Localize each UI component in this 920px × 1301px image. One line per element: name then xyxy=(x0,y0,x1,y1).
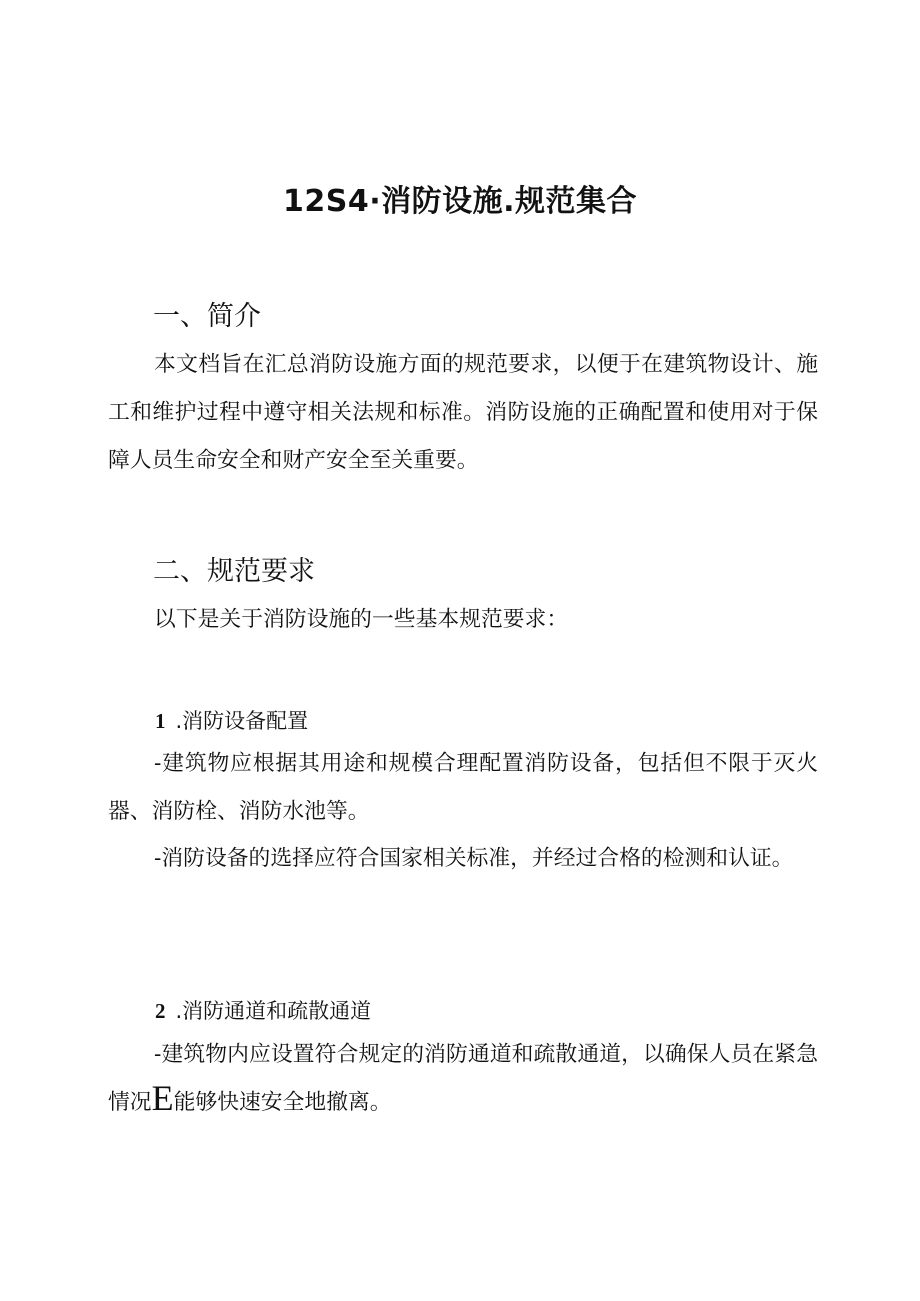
evacuation-item-1 xyxy=(108,1031,818,1127)
document-title: 12S4·消防设施.规范集合 xyxy=(282,184,638,219)
intro-paragraph: 本文档旨在汇总消防设施方面的规范要求，以便于在建筑物设计、施工和维护过程中遵守相关法规和标准。消防设施的正确配置和使用对于保障人员生命安全和财产安全至关重要。 xyxy=(108,352,818,473)
subsection-number: 2 xyxy=(155,999,166,1023)
equipment-item-2: -消防设备的选择应符合国家相关标准，并经过合格的检测和认证。 xyxy=(154,846,794,871)
subsection-title: .消防通道和疏散通道 xyxy=(175,999,372,1023)
section-heading-requirements: 二、规范要求 xyxy=(153,556,315,587)
requirements-intro: 以下是关于消防设施的一些基本规范要求： xyxy=(154,607,569,632)
equipment-item-1: -建筑物应根据其用途和规模合理配置消防设备，包括但不限于灭火器、消防栓、消防水池等。 xyxy=(108,751,818,824)
subsection-heading-evacuation xyxy=(155,995,371,1025)
section-heading-intro: 一、简介 xyxy=(153,301,261,332)
subsection-number: 1 xyxy=(155,709,166,733)
subsection-title: .消防设备配置 xyxy=(175,709,309,733)
evacuation-text-end: 能够快速安全地撤离。 xyxy=(173,1090,392,1115)
stray-glyph: E xyxy=(151,1078,174,1118)
subsection-heading-equipment xyxy=(155,705,308,735)
evacuation-text-start: -建筑物内应设置符合规定的消防通道和疏散通道，以确保人员在紧急情况 xyxy=(108,1042,818,1115)
